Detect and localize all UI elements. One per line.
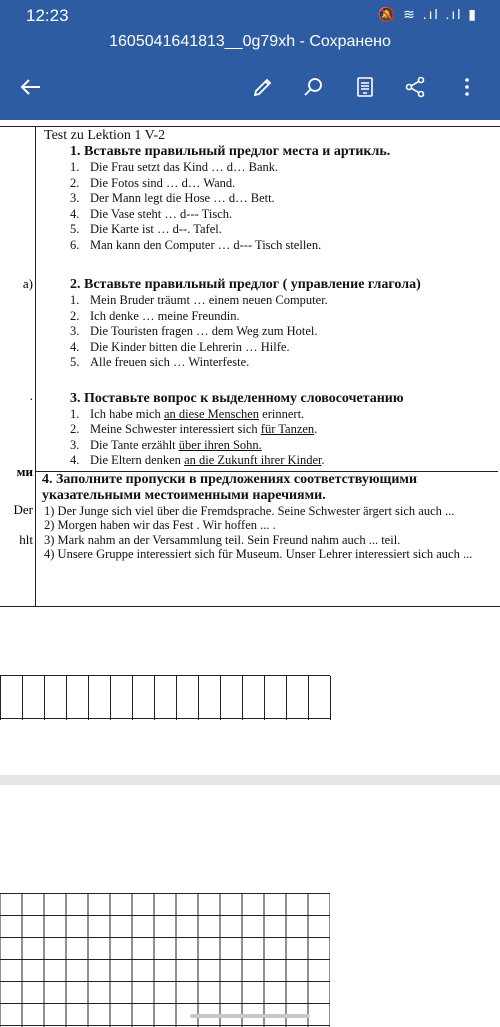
item-number: 4. <box>70 339 80 354</box>
item-text: Die Tante erzählt <box>90 437 179 452</box>
list-item <box>70 160 498 176</box>
list-item <box>70 238 498 254</box>
item-text: Ich habe mich <box>90 406 164 421</box>
item-text: Der Mann legt die Hose … d… Bett. <box>90 191 275 205</box>
list-item <box>70 355 498 371</box>
item-text: Man kann den Computer … d--- Tisch stellen. <box>90 237 322 252</box>
toolbar <box>0 62 500 112</box>
underlined-phrase: an die Zukunft ihrer Kinder <box>184 453 322 467</box>
item-text: . <box>321 453 325 467</box>
test-heading: Test zu Lektion 1 V-2 <box>44 128 166 143</box>
arrow-left-icon[interactable] <box>14 70 48 104</box>
status-icons: 🔕 ≋ .ıl .ıl ▮ <box>377 6 478 22</box>
item-text: Meine Schwester interessiert sich <box>90 422 261 436</box>
list-item <box>70 293 498 309</box>
list-item <box>70 207 498 223</box>
item-number: 3. <box>70 437 80 452</box>
list-item <box>70 453 498 469</box>
section-title: 2. Вставьте правильный предлог ( управление глагола) <box>70 277 421 292</box>
list-item: 2) Morgen haben wir das Fest . Wir hoffen ... . <box>44 518 276 532</box>
item-text: Die Karte ist … d--. Tafel. <box>90 222 222 236</box>
underlined-phrase: für Tanzen <box>260 422 315 436</box>
list-item <box>70 422 498 438</box>
status-bar <box>0 0 500 30</box>
document-viewport[interactable] <box>0 120 500 1027</box>
fragment-text: а) <box>22 276 33 291</box>
grid-line <box>308 676 309 720</box>
list-item <box>70 176 498 192</box>
test-content <box>42 128 498 562</box>
document-title: 1605041641813__0g79xh - Сохранено <box>109 33 391 50</box>
gesture-navigation-bar[interactable] <box>0 1008 500 1027</box>
item-number: 3. <box>70 324 80 338</box>
list-item: 3) Mark nahm an der Versammlung teil. Sein Freund nahm auch ... teil. <box>44 532 401 547</box>
item-number: 1. <box>70 406 80 421</box>
item-text: Ich denke … meine Freundin. <box>90 308 240 323</box>
grid-line <box>264 676 265 720</box>
document-page <box>0 785 500 1027</box>
fragment-text: ми <box>16 464 33 479</box>
answer-grid <box>0 675 330 719</box>
item-text: Die Frau setzt das Kind … d… Bank. <box>90 160 279 174</box>
list-item <box>70 407 498 423</box>
left-column-fragment <box>0 126 36 606</box>
list-item <box>70 191 498 207</box>
item-text: Die Touristen fragen … dem Weg zum Hotel. <box>90 324 318 338</box>
item-number: 5. <box>70 222 80 236</box>
grid-line <box>242 676 243 720</box>
home-indicator[interactable] <box>190 1014 310 1018</box>
item-text: . <box>314 422 318 436</box>
table-border-bottom <box>0 606 500 607</box>
item-text: Die Kinder bitten die Lehrerin … Hilfe. <box>90 339 290 354</box>
exercise-list <box>70 160 498 253</box>
item-text: erinnert. <box>259 406 305 421</box>
exercise-list <box>70 293 498 371</box>
item-number: 6. <box>70 237 80 252</box>
grid-line <box>198 676 199 720</box>
grid-line <box>22 676 23 720</box>
document-page <box>0 120 500 775</box>
app-header <box>0 0 500 120</box>
item-text: Alle freuen sich … Winterfeste. <box>90 355 250 369</box>
fragment-text: Der <box>13 502 33 517</box>
fill-in-list <box>42 504 498 562</box>
list-item <box>70 222 498 238</box>
grid-line <box>330 676 331 720</box>
exercise-list <box>70 407 498 469</box>
search-icon[interactable] <box>296 70 330 104</box>
grid-line <box>66 676 67 720</box>
item-number: 2. <box>70 422 80 436</box>
more-vertical-icon[interactable] <box>450 70 484 104</box>
list-item: 4) Unsere Gruppe interessiert sich für Museum. Unser Lehrer interessiert sich auch ... <box>44 547 473 561</box>
grid-line <box>154 676 155 720</box>
underlined-phrase: über ihren Sohn. <box>178 437 262 452</box>
item-number: 4. <box>70 453 80 467</box>
item-number: 2. <box>70 175 80 190</box>
list-item <box>70 340 498 356</box>
underlined-phrase: an diese Menschen <box>163 406 260 421</box>
section-title: 1. Вставьте правильный предлог места и артикль. <box>70 144 391 159</box>
section-title: 3. Поставьте вопрос к выделенному словосочетанию <box>70 390 404 406</box>
list-item <box>70 324 498 340</box>
grid-line <box>220 676 221 720</box>
grid-line <box>44 676 45 720</box>
answer-grid <box>0 893 330 1027</box>
item-text: Die Vase steht … d--- Tisch. <box>90 206 233 221</box>
pen-icon[interactable] <box>246 70 280 104</box>
item-text: Die Fotos sind … d… Wand. <box>90 175 236 190</box>
table-border-top <box>0 126 500 127</box>
section-title: 4. Заполните пропуски в предложениях соответствующими указательными местоименными наречиями. <box>42 471 418 503</box>
list-item <box>70 309 498 325</box>
reader-mode-icon[interactable] <box>348 70 382 104</box>
status-time: 12:23 <box>26 6 69 25</box>
item-number: 2. <box>70 308 80 323</box>
item-text: Die Eltern denken <box>90 453 185 467</box>
fragment-text: . <box>29 388 33 403</box>
grid-line <box>132 676 133 720</box>
item-number: 1. <box>70 293 80 307</box>
grid-line <box>286 676 287 720</box>
item-text: Mein Bruder träumt … einem neuen Computer. <box>90 293 328 307</box>
share-icon[interactable] <box>398 70 432 104</box>
item-number: 1. <box>70 160 80 174</box>
grid-line <box>88 676 89 720</box>
grid-line <box>110 676 111 720</box>
list-item <box>70 438 498 454</box>
fragment-text: hlt <box>19 532 33 547</box>
item-number: 4. <box>70 206 80 221</box>
grid-line <box>176 676 177 720</box>
page-separator <box>0 775 500 785</box>
item-number: 3. <box>70 191 80 205</box>
list-item: 1) Der Junge sich viel über die Fremdsprache. Seine Schwester ärgert sich auch ... <box>44 503 455 518</box>
grid-line <box>0 676 1 720</box>
item-number: 5. <box>70 355 80 369</box>
